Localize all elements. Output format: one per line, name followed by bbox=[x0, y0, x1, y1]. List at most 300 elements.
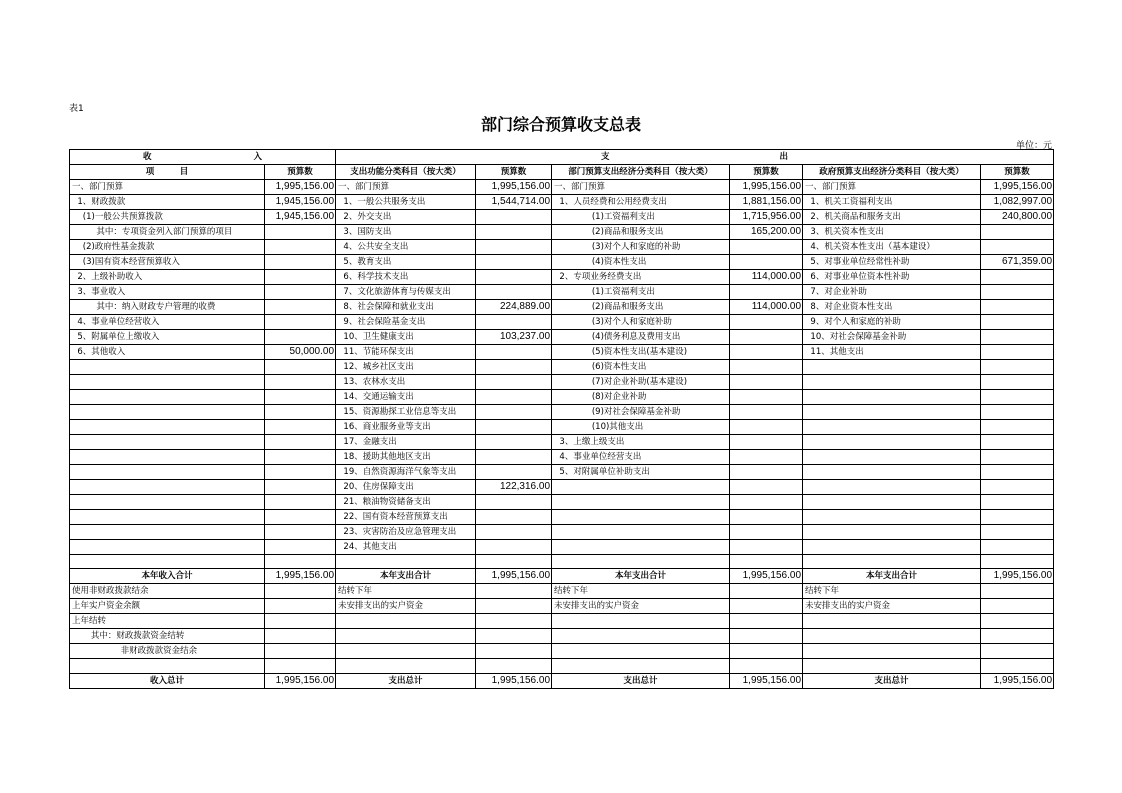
unit-label: 单位：元 bbox=[1015, 141, 1052, 151]
dept-econ-item-cell: (9)对社会保障基金补助 bbox=[552, 405, 730, 420]
gov-econ-budget-cell: 1,995,156.00 bbox=[981, 180, 1054, 195]
func-budget-cell bbox=[476, 450, 552, 465]
table-row bbox=[70, 375, 1054, 390]
func-budget-cell bbox=[476, 644, 552, 659]
func-item-cell: 14、交通运输支出 bbox=[336, 390, 476, 405]
dept-econ-budget-cell: 1,995,156.00 bbox=[730, 180, 803, 195]
func-budget-cell bbox=[476, 495, 552, 510]
func-item-cell: 19、自然资源海洋气象等支出 bbox=[336, 465, 476, 480]
func-item-cell: 17、金融支出 bbox=[336, 435, 476, 450]
gov-econ-item-cell: 9、对个人和家庭的补助 bbox=[803, 315, 981, 330]
gov-econ-budget-cell bbox=[981, 330, 1054, 345]
gov-econ-budget-cell: 1,082,997.00 bbox=[981, 195, 1054, 210]
func-budget-cell bbox=[476, 510, 552, 525]
gov-econ-budget-cell bbox=[981, 450, 1054, 465]
income-budget-cell bbox=[265, 465, 336, 480]
income-budget-cell bbox=[265, 659, 336, 673]
gov-econ-item-cell bbox=[803, 614, 981, 629]
dept-econ-item-cell: 本年支出合计 bbox=[552, 569, 730, 584]
dept-econ-item-cell bbox=[552, 495, 730, 510]
income-item-cell: 收入总计 bbox=[70, 673, 265, 688]
income-item-cell: (1)一般公共预算拨款 bbox=[70, 210, 265, 225]
income-budget-cell bbox=[265, 480, 336, 495]
income-item-cell: 本年收入合计 bbox=[70, 569, 265, 584]
gov-econ-item-cell bbox=[803, 495, 981, 510]
income-item-cell: 4、事业单位经营收入 bbox=[70, 315, 265, 330]
dept-econ-budget-cell bbox=[730, 465, 803, 480]
table-row bbox=[70, 480, 1054, 495]
income-budget-cell bbox=[265, 270, 336, 285]
func-item-cell: 1、一般公共服务支出 bbox=[336, 195, 476, 210]
dept-econ-item-cell: (1)工资福利支出 bbox=[552, 210, 730, 225]
table-row bbox=[70, 510, 1054, 525]
col-gov-econ-header: 政府预算支出经济分类科目（按大类） bbox=[803, 165, 981, 180]
func-item-cell: 本年支出合计 bbox=[336, 569, 476, 584]
dept-econ-budget-cell bbox=[730, 480, 803, 495]
gov-econ-item-cell: 11、其他支出 bbox=[803, 345, 981, 360]
func-budget-cell bbox=[476, 405, 552, 420]
dept-econ-item-cell: (10)其他支出 bbox=[552, 420, 730, 435]
dept-econ-budget-cell bbox=[730, 315, 803, 330]
dept-econ-budget-cell bbox=[730, 614, 803, 629]
gov-econ-item-cell bbox=[803, 390, 981, 405]
func-item-cell: 13、农林水支出 bbox=[336, 375, 476, 390]
dept-econ-item-cell: (2)商品和服务支出 bbox=[552, 300, 730, 315]
func-budget-cell bbox=[476, 240, 552, 255]
func-item-cell: 2、外交支出 bbox=[336, 210, 476, 225]
dept-econ-budget-cell bbox=[730, 435, 803, 450]
table-row bbox=[70, 255, 1054, 270]
dept-econ-budget-cell bbox=[730, 390, 803, 405]
col-item-header: 项 目 bbox=[70, 165, 265, 180]
func-item-cell: 6、科学技术支出 bbox=[336, 270, 476, 285]
budget-summary-table bbox=[69, 149, 1054, 689]
func-budget-cell bbox=[476, 555, 552, 569]
dept-econ-budget-cell bbox=[730, 540, 803, 555]
gov-econ-item-cell: 1、机关工资福利支出 bbox=[803, 195, 981, 210]
gov-econ-item-cell bbox=[803, 420, 981, 435]
income-budget-cell bbox=[265, 285, 336, 300]
dept-econ-item-cell: (3)对个人和家庭的补助 bbox=[552, 240, 730, 255]
table-row bbox=[70, 345, 1054, 360]
gov-econ-item-cell: 2、机关商品和服务支出 bbox=[803, 210, 981, 225]
gov-econ-item-cell: 本年支出合计 bbox=[803, 569, 981, 584]
dept-econ-budget-cell bbox=[730, 584, 803, 599]
gov-econ-item-cell: 8、对企业资本性支出 bbox=[803, 300, 981, 315]
gov-econ-budget-cell bbox=[981, 435, 1054, 450]
dept-econ-item-cell: 支出总计 bbox=[552, 673, 730, 688]
dept-econ-item-cell bbox=[552, 629, 730, 644]
table-row bbox=[70, 390, 1054, 405]
income-item-cell bbox=[70, 450, 265, 465]
dept-econ-item-cell bbox=[552, 555, 730, 569]
income-item-cell: 1、财政拨款 bbox=[70, 195, 265, 210]
income-budget-cell bbox=[265, 495, 336, 510]
col-func-header: 支出功能分类科目（按大类） bbox=[336, 165, 476, 180]
income-budget-cell bbox=[265, 330, 336, 345]
func-budget-cell: 1,995,156.00 bbox=[476, 569, 552, 584]
table-row bbox=[70, 300, 1054, 315]
column-header-row bbox=[70, 165, 1054, 180]
income-budget-cell bbox=[265, 525, 336, 540]
income-item-cell bbox=[70, 659, 265, 673]
income-item-cell: 上年结转 bbox=[70, 614, 265, 629]
dept-econ-budget-cell: 1,715,956.00 bbox=[730, 210, 803, 225]
gov-econ-budget-cell bbox=[981, 285, 1054, 300]
dept-econ-item-cell: (8)对企业补助 bbox=[552, 390, 730, 405]
income-budget-cell bbox=[265, 240, 336, 255]
income-budget-cell: 1,995,156.00 bbox=[265, 569, 336, 584]
income-item-cell bbox=[70, 375, 265, 390]
func-item-cell: 22、国有资本经营预算支出 bbox=[336, 510, 476, 525]
income-budget-cell bbox=[265, 300, 336, 315]
func-budget-cell bbox=[476, 599, 552, 614]
income-item-cell: 5、附属单位上缴收入 bbox=[70, 330, 265, 345]
income-group-header: 收 入 bbox=[70, 150, 336, 165]
dept-econ-budget-cell: 1,881,156.00 bbox=[730, 195, 803, 210]
func-item-cell: 3、国防支出 bbox=[336, 225, 476, 240]
func-item-cell: 18、援助其他地区支出 bbox=[336, 450, 476, 465]
income-item-cell: 6、其他收入 bbox=[70, 345, 265, 360]
col-budget-header: 预算数 bbox=[476, 165, 552, 180]
dept-econ-budget-cell bbox=[730, 255, 803, 270]
income-budget-cell bbox=[265, 360, 336, 375]
gov-econ-budget-cell bbox=[981, 480, 1054, 495]
income-budget-cell bbox=[265, 225, 336, 240]
gov-econ-item-cell bbox=[803, 405, 981, 420]
dept-econ-budget-cell bbox=[730, 644, 803, 659]
dept-econ-item-cell: (6)资本性支出 bbox=[552, 360, 730, 375]
gov-econ-budget-cell bbox=[981, 614, 1054, 629]
income-budget-cell bbox=[265, 405, 336, 420]
gov-econ-item-cell bbox=[803, 435, 981, 450]
income-budget-cell: 50,000.00 bbox=[265, 345, 336, 360]
income-item-cell: 一、部门预算 bbox=[70, 180, 265, 195]
func-item-cell: 12、城乡社区支出 bbox=[336, 360, 476, 375]
gov-econ-budget-cell bbox=[981, 240, 1054, 255]
func-budget-cell bbox=[476, 465, 552, 480]
income-item-cell bbox=[70, 495, 265, 510]
table-row bbox=[70, 659, 1054, 673]
table-row bbox=[70, 180, 1054, 195]
func-budget-cell bbox=[476, 659, 552, 673]
gov-econ-budget-cell bbox=[981, 584, 1054, 599]
dept-econ-budget-cell bbox=[730, 495, 803, 510]
gov-econ-item-cell: 支出总计 bbox=[803, 673, 981, 688]
func-budget-cell bbox=[476, 614, 552, 629]
income-item-cell bbox=[70, 510, 265, 525]
gov-econ-budget-cell bbox=[981, 540, 1054, 555]
func-budget-cell: 224,889.00 bbox=[476, 300, 552, 315]
func-budget-cell bbox=[476, 270, 552, 285]
grand-total-row bbox=[70, 673, 1054, 688]
col-budget-header: 预算数 bbox=[730, 165, 803, 180]
dept-econ-budget-cell: 1,995,156.00 bbox=[730, 673, 803, 688]
func-item-cell bbox=[336, 659, 476, 673]
table-row bbox=[70, 584, 1054, 599]
dept-econ-budget-cell bbox=[730, 345, 803, 360]
func-budget-cell: 122,316.00 bbox=[476, 480, 552, 495]
col-dept-econ-header: 部门预算支出经济分类科目（按大类） bbox=[552, 165, 730, 180]
dept-econ-item-cell: 一、部门预算 bbox=[552, 180, 730, 195]
dept-econ-item-cell bbox=[552, 510, 730, 525]
dept-econ-item-cell: 3、上缴上级支出 bbox=[552, 435, 730, 450]
gov-econ-item-cell bbox=[803, 510, 981, 525]
dept-econ-item-cell bbox=[552, 480, 730, 495]
income-budget-cell bbox=[265, 375, 336, 390]
gov-econ-item-cell: 5、对事业单位经常性补助 bbox=[803, 255, 981, 270]
income-budget-cell bbox=[265, 584, 336, 599]
col-budget-header: 预算数 bbox=[981, 165, 1054, 180]
gov-econ-budget-cell bbox=[981, 659, 1054, 673]
income-item-cell bbox=[70, 390, 265, 405]
col-budget-header: 预算数 bbox=[265, 165, 336, 180]
income-budget-cell bbox=[265, 510, 336, 525]
func-item-cell: 23、灾害防治及应急管理支出 bbox=[336, 525, 476, 540]
gov-econ-budget-cell bbox=[981, 510, 1054, 525]
page-title: 部门综合预算收支总表 bbox=[480, 115, 641, 134]
dept-econ-budget-cell: 114,000.00 bbox=[730, 300, 803, 315]
gov-econ-budget-cell bbox=[981, 375, 1054, 390]
dept-econ-item-cell: (1)工资福利支出 bbox=[552, 285, 730, 300]
dept-econ-budget-cell bbox=[730, 360, 803, 375]
income-item-cell bbox=[70, 435, 265, 450]
dept-econ-item-cell: 1、人员经费和公用经费支出 bbox=[552, 195, 730, 210]
gov-econ-budget-cell: 240,800.00 bbox=[981, 210, 1054, 225]
table-row bbox=[70, 420, 1054, 435]
income-item-cell: 上年实户资金余额 bbox=[70, 599, 265, 614]
year-total-row bbox=[70, 569, 1054, 584]
func-budget-cell bbox=[476, 345, 552, 360]
table-row bbox=[70, 629, 1054, 644]
gov-econ-item-cell bbox=[803, 480, 981, 495]
dept-econ-item-cell: 未安排支出的实户资金 bbox=[552, 599, 730, 614]
gov-econ-budget-cell bbox=[981, 315, 1054, 330]
gov-econ-budget-cell bbox=[981, 495, 1054, 510]
gov-econ-budget-cell bbox=[981, 225, 1054, 240]
income-item-cell bbox=[70, 540, 265, 555]
gov-econ-item-cell bbox=[803, 540, 981, 555]
gov-econ-item-cell: 3、机关资本性支出 bbox=[803, 225, 981, 240]
income-budget-cell bbox=[265, 644, 336, 659]
dept-econ-budget-cell: 165,200.00 bbox=[730, 225, 803, 240]
table-row bbox=[70, 240, 1054, 255]
gov-econ-item-cell bbox=[803, 525, 981, 540]
income-budget-cell bbox=[265, 450, 336, 465]
dept-econ-item-cell bbox=[552, 540, 730, 555]
gov-econ-budget-cell bbox=[981, 345, 1054, 360]
income-item-cell bbox=[70, 405, 265, 420]
dept-econ-item-cell: (5)资本性支出(基本建设) bbox=[552, 345, 730, 360]
income-item-cell bbox=[70, 525, 265, 540]
dept-econ-budget-cell bbox=[730, 405, 803, 420]
table-row bbox=[70, 270, 1054, 285]
income-budget-cell bbox=[265, 420, 336, 435]
func-budget-cell bbox=[476, 435, 552, 450]
gov-econ-budget-cell bbox=[981, 644, 1054, 659]
table-row bbox=[70, 405, 1054, 420]
func-budget-cell: 1,544,714.00 bbox=[476, 195, 552, 210]
gov-econ-item-cell: 6、对事业单位资本性补助 bbox=[803, 270, 981, 285]
func-item-cell bbox=[336, 614, 476, 629]
income-budget-cell bbox=[265, 614, 336, 629]
gov-econ-item-cell bbox=[803, 629, 981, 644]
dept-econ-item-cell: (3)对个人和家庭补助 bbox=[552, 315, 730, 330]
dept-econ-budget-cell bbox=[730, 525, 803, 540]
income-item-cell: (3)国有资本经营预算收入 bbox=[70, 255, 265, 270]
dept-econ-budget-cell bbox=[730, 510, 803, 525]
func-item-cell: 4、公共安全支出 bbox=[336, 240, 476, 255]
func-budget-cell bbox=[476, 225, 552, 240]
dept-econ-budget-cell bbox=[730, 285, 803, 300]
func-item-cell bbox=[336, 555, 476, 569]
income-item-cell: 其中：专项资金列入部门预算的项目 bbox=[70, 225, 265, 240]
table-row bbox=[70, 495, 1054, 510]
gov-econ-budget-cell bbox=[981, 465, 1054, 480]
income-budget-cell bbox=[265, 555, 336, 569]
func-item-cell: 10、卫生健康支出 bbox=[336, 330, 476, 345]
func-budget-cell bbox=[476, 360, 552, 375]
income-budget-cell bbox=[265, 435, 336, 450]
income-budget-cell bbox=[265, 540, 336, 555]
dept-econ-budget-cell bbox=[730, 450, 803, 465]
dept-econ-item-cell: (4)资本性支出 bbox=[552, 255, 730, 270]
dept-econ-item-cell: 4、事业单位经营支出 bbox=[552, 450, 730, 465]
dept-econ-item-cell: 2、专项业务经费支出 bbox=[552, 270, 730, 285]
func-budget-cell bbox=[476, 285, 552, 300]
func-budget-cell bbox=[476, 210, 552, 225]
gov-econ-budget-cell bbox=[981, 599, 1054, 614]
func-item-cell: 5、教育支出 bbox=[336, 255, 476, 270]
dept-econ-item-cell: (7)对企业补助(基本建设) bbox=[552, 375, 730, 390]
dept-econ-item-cell: (2)商品和服务支出 bbox=[552, 225, 730, 240]
income-budget-cell bbox=[265, 629, 336, 644]
table-row bbox=[70, 225, 1054, 240]
func-budget-cell bbox=[476, 540, 552, 555]
income-budget-cell: 1,945,156.00 bbox=[265, 195, 336, 210]
gov-econ-budget-cell: 1,995,156.00 bbox=[981, 569, 1054, 584]
gov-econ-item-cell bbox=[803, 644, 981, 659]
gov-econ-budget-cell bbox=[981, 420, 1054, 435]
gov-econ-item-cell bbox=[803, 375, 981, 390]
gov-econ-item-cell: 结转下年 bbox=[803, 584, 981, 599]
table-row bbox=[70, 614, 1054, 629]
dept-econ-item-cell: (4)债务利息及费用支出 bbox=[552, 330, 730, 345]
gov-econ-budget-cell bbox=[981, 629, 1054, 644]
func-item-cell: 一、部门预算 bbox=[336, 180, 476, 195]
func-item-cell: 24、其他支出 bbox=[336, 540, 476, 555]
gov-econ-item-cell: 4、机关资本性支出（基本建设） bbox=[803, 240, 981, 255]
table-row bbox=[70, 450, 1054, 465]
income-item-cell: 非财政拨款资金结余 bbox=[70, 644, 265, 659]
income-item-cell: 使用非财政拨款结余 bbox=[70, 584, 265, 599]
income-item-cell bbox=[70, 480, 265, 495]
func-budget-cell bbox=[476, 390, 552, 405]
gov-econ-item-cell: 7、对企业补助 bbox=[803, 285, 981, 300]
table-row bbox=[70, 599, 1054, 614]
income-item-cell bbox=[70, 555, 265, 569]
gov-econ-budget-cell bbox=[981, 405, 1054, 420]
func-item-cell: 支出总计 bbox=[336, 673, 476, 688]
income-budget-cell bbox=[265, 315, 336, 330]
dept-econ-item-cell bbox=[552, 644, 730, 659]
func-budget-cell bbox=[476, 420, 552, 435]
func-item-cell: 15、资源勘探工业信息等支出 bbox=[336, 405, 476, 420]
table-row bbox=[70, 644, 1054, 659]
func-budget-cell bbox=[476, 375, 552, 390]
func-item-cell: 11、节能环保支出 bbox=[336, 345, 476, 360]
dept-econ-budget-cell bbox=[730, 375, 803, 390]
gov-econ-item-cell: 未安排支出的实户资金 bbox=[803, 599, 981, 614]
func-item-cell: 7、文化旅游体育与传媒支出 bbox=[336, 285, 476, 300]
income-item-cell: 2、上级补助收入 bbox=[70, 270, 265, 285]
income-item-cell bbox=[70, 420, 265, 435]
gov-econ-item-cell bbox=[803, 450, 981, 465]
func-budget-cell bbox=[476, 629, 552, 644]
dept-econ-item-cell bbox=[552, 614, 730, 629]
expense-group-header: 支 出 bbox=[336, 150, 1054, 165]
func-item-cell: 9、社会保险基金支出 bbox=[336, 315, 476, 330]
func-item-cell: 未安排支出的实户资金 bbox=[336, 599, 476, 614]
dept-econ-item-cell: 5、对附属单位补助支出 bbox=[552, 465, 730, 480]
table-row bbox=[70, 210, 1054, 225]
income-budget-cell: 1,995,156.00 bbox=[265, 673, 336, 688]
func-item-cell: 8、社会保障和就业支出 bbox=[336, 300, 476, 315]
table-row bbox=[70, 435, 1054, 450]
income-budget-cell bbox=[265, 390, 336, 405]
table-row bbox=[70, 315, 1054, 330]
gov-econ-budget-cell bbox=[981, 525, 1054, 540]
gov-econ-item-cell: 10、对社会保障基金补助 bbox=[803, 330, 981, 345]
func-budget-cell bbox=[476, 315, 552, 330]
dept-econ-budget-cell bbox=[730, 659, 803, 673]
gov-econ-item-cell: 一、部门预算 bbox=[803, 180, 981, 195]
table-row bbox=[70, 195, 1054, 210]
income-budget-cell: 1,995,156.00 bbox=[265, 180, 336, 195]
func-item-cell bbox=[336, 644, 476, 659]
gov-econ-budget-cell bbox=[981, 300, 1054, 315]
table-row bbox=[70, 360, 1054, 375]
dept-econ-item-cell bbox=[552, 659, 730, 673]
dept-econ-item-cell: 结转下年 bbox=[552, 584, 730, 599]
dept-econ-budget-cell: 1,995,156.00 bbox=[730, 569, 803, 584]
table-row bbox=[70, 285, 1054, 300]
gov-econ-budget-cell bbox=[981, 390, 1054, 405]
table-row bbox=[70, 465, 1054, 480]
table-row bbox=[70, 330, 1054, 345]
income-item-cell bbox=[70, 465, 265, 480]
income-item-cell: 其中：财政拨款资金结转 bbox=[70, 629, 265, 644]
income-item-cell: 3、事业收入 bbox=[70, 285, 265, 300]
gov-econ-budget-cell: 1,995,156.00 bbox=[981, 673, 1054, 688]
func-item-cell: 21、粮油物资储备支出 bbox=[336, 495, 476, 510]
income-item-cell: (2)政府性基金拨款 bbox=[70, 240, 265, 255]
dept-econ-budget-cell bbox=[730, 599, 803, 614]
income-item-cell bbox=[70, 360, 265, 375]
func-item-cell: 结转下年 bbox=[336, 584, 476, 599]
income-item-cell: 其中：纳入财政专户管理的收费 bbox=[70, 300, 265, 315]
dept-econ-item-cell bbox=[552, 525, 730, 540]
dept-econ-budget-cell bbox=[730, 420, 803, 435]
gov-econ-item-cell bbox=[803, 555, 981, 569]
func-budget-cell: 1,995,156.00 bbox=[476, 180, 552, 195]
func-item-cell: 16、商业服务业等支出 bbox=[336, 420, 476, 435]
gov-econ-item-cell bbox=[803, 360, 981, 375]
gov-econ-budget-cell bbox=[981, 270, 1054, 285]
table-row bbox=[70, 525, 1054, 540]
dept-econ-budget-cell bbox=[730, 240, 803, 255]
income-budget-cell bbox=[265, 255, 336, 270]
